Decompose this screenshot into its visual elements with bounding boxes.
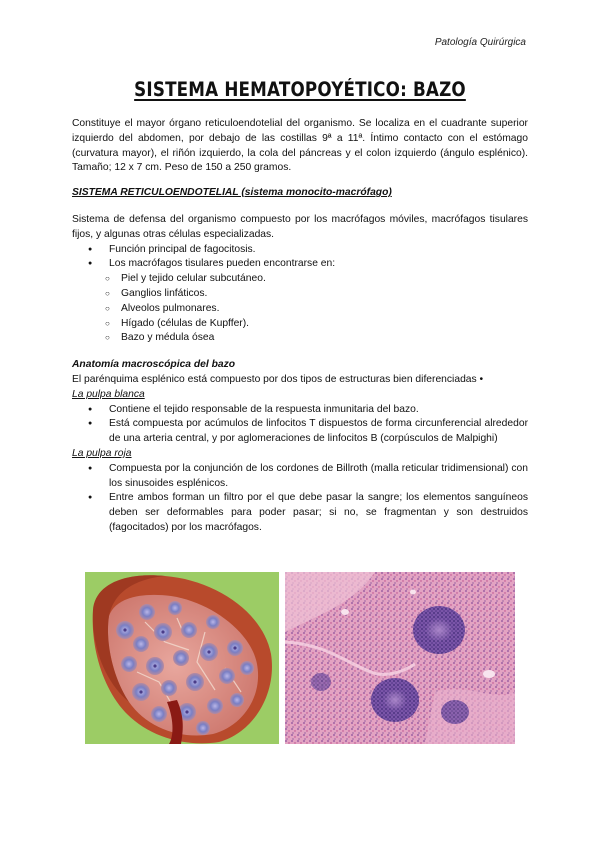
white-pulp-nodule [151, 706, 167, 722]
white-pulp-nodule [207, 698, 223, 714]
white-pulp-nodule [181, 622, 197, 638]
list-item-text: Los macrófagos tisulares pueden encontrarse en: [109, 258, 336, 270]
macrophage-location-list [109, 272, 528, 346]
list-item: ● Contiene el tejido responsable de la respuesta inmunitaria del bazo. [72, 403, 528, 418]
light-zone [425, 689, 515, 744]
list-item: ● Está compuesta por acúmulos de linfocitos T dispuestos de forma circunferencial alrededor de una arteria central, y por aglomeraciones de linfocitos B (corpúsculos de Malpighi) [72, 417, 528, 447]
list-item: ○ Piel y tejido celular subcutáneo. [72, 272, 528, 287]
vessel [483, 670, 495, 678]
red-pulp-label: La pulpa roja [72, 447, 132, 459]
figures-row [85, 572, 515, 744]
vessel [341, 609, 349, 615]
white-pulp-nodule [139, 604, 155, 620]
lymphoid-follicle [311, 673, 331, 691]
sre-bullet-list [72, 243, 528, 347]
white-pulp-nodule [230, 693, 244, 707]
page-title: SISTEMA HEMATOPOYÉTICO: BAZO [134, 78, 466, 101]
course-header: Patología Quirúrgica [434, 37, 526, 48]
list-item: ● Compuesta por la conjunción de los cordones de Billroth (malla reticular tridimensional) con los sinusoides esplénicos. [72, 462, 528, 492]
white-pulp-nodule [161, 680, 177, 696]
list-item: ● Entre ambos forman un filtro por el que debe pasar la sangre; los elementos sanguíneos deben ser deformables para poder pasar; si no, se fragmentan y son destruidos (fagocitados) por los macrófagos. [72, 491, 528, 535]
spleen-histology [285, 572, 515, 744]
intro-paragraph: Constituye el mayor órgano reticuloendotelial del organismo. Se localiza en el cuadrante superior izquierdo del abdomen, por debajo de las costillas 9ª a 11ª. Íntimo contacto con el estómago (curvatura mayor), el riñón izquierdo, la cola del páncreas y el colon izquierdo (ángulo esplénico). Tamaño; 12 x 7 cm. Peso de 150 a 250 gramos. [72, 118, 528, 174]
white-pulp-nodule [168, 601, 182, 615]
white-pulp-nodule [133, 636, 149, 652]
red-pulp-list [72, 462, 528, 536]
germinal-center [383, 689, 407, 711]
spleen-illustration-svg [85, 572, 279, 744]
white-pulp-nodule [121, 656, 137, 672]
list-item: ○ Alveolos pulmonares. [72, 302, 528, 317]
document-body [72, 117, 528, 536]
spleen-illustration [85, 572, 279, 744]
sre-heading: SISTEMA RETICULOENDOTELIAL (sistema monocito-macrófago) [72, 187, 392, 199]
white-pulp-label: La pulpa blanca [72, 388, 145, 400]
white-pulp-nodule [219, 668, 235, 684]
lymphoid-follicle [441, 700, 469, 724]
spleen-histology-svg [285, 572, 515, 744]
list-item: ○ Hígado (células de Kupffer). [72, 317, 528, 332]
vessel [410, 590, 416, 595]
list-item: ● Función principal de fagocitosis. [72, 243, 528, 258]
list-item: ○ Ganglios linfáticos. [72, 287, 528, 302]
white-pulp-list [72, 403, 528, 447]
white-pulp-nodule [173, 650, 189, 666]
germinal-center [425, 618, 453, 642]
list-item [72, 257, 528, 346]
anatomy-intro: El parénquima esplénico está compuesto por dos tipos de estructuras bien diferenciadas • [72, 373, 484, 385]
list-item: ○ Bazo y médula ósea [72, 331, 528, 346]
white-pulp-nodule [240, 661, 254, 675]
white-pulp-nodule [206, 615, 220, 629]
anatomy-heading: Anatomía macroscópica del bazo [72, 359, 236, 371]
sre-description: Sistema de defensa del organismo compuesto por los macrófagos móviles, macrófagos tisulares fijos, y algunas otras células especializadas. [72, 213, 528, 240]
white-pulp-nodule [196, 721, 210, 735]
